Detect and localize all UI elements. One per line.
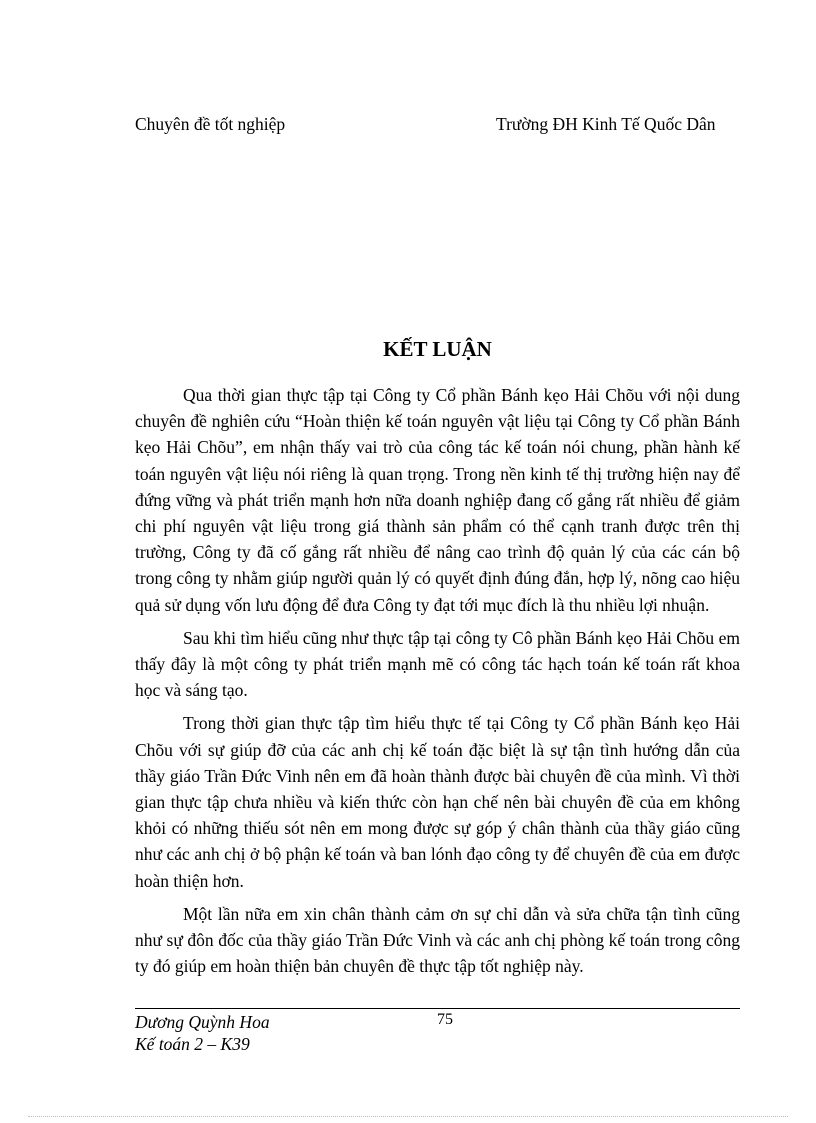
header-right: Trường ĐH Kinh Tế Quốc Dân — [496, 114, 716, 134]
page-number: 75 — [437, 1011, 453, 1028]
paragraph: Trong thời gian thực tập tìm hiểu thực tế tại Công ty Cổ phần Bánh kẹo Hải Chõu với sự giúp đỡ của các anh chị kế toán đặc biệt là sự tận tình hướng dẫn của thầy giáo Trần Đức Vinh nên em đã hoàn thành được bài chuyên đề của mình. Vì thời gian thực tập chưa nhiều và kiến thức còn hạn chế nên bài chuyên đề của em không khỏi có những thiếu sót nên em mong được sự góp ý chân thành của thầy giáo cũng như các anh chị ở bộ phận kế toán và ban lónh đạo công ty để chuyên đề của em được hoàn thiện hơn. — [135, 713, 740, 891]
paragraph: Sau khi tìm hiểu cũng như thực tập tại công ty Cô phần Bánh kẹo Hải Chõu em thấy đây là một công ty phát triển mạnh mẽ có công tác hạch toán kế toán rất khoa học và sáng tạo. — [135, 627, 740, 701]
footer-divider — [135, 1008, 740, 1009]
page-title: KẾT LUẬN — [383, 337, 492, 361]
header-left: Chuyên đề tốt nghiệp — [135, 114, 286, 134]
footer-class: Kế toán 2 – K39 — [135, 1034, 250, 1054]
footer-author: Dương Quỳnh Hoa — [135, 1012, 270, 1032]
body-text — [135, 382, 740, 986]
paragraph: Một lần nữa em xin chân thành cảm ơn sự chỉ dẫn và sửa chữa tận tình cũng như sự đôn đốc của thầy giáo Trần Đức Vinh và các anh chị phòng kế toán trong công ty đó giúp em hoàn thiện bản chuyên đề thực tập tốt nghiệp này. — [135, 903, 740, 977]
paragraph: Qua thời gian thực tập tại Công ty Cổ phần Bánh kẹo Hải Chõu với nội dung chuyên đề nghiên cứu “Hoàn thiện kế toán nguyên vật liệu tại Công ty Cổ phần Bánh kẹo Hải Chõu”, em nhận thấy vai trò của công tác kế toán nói chung, phần hành kế toán nguyên vật liệu nói riêng là quan trọng. Trong nền kinh tế thị trường hiện nay để đứng vững và phát triển mạnh hơn nữa doanh nghiệp đang cố gắng rất nhiều để giảm chi phí nguyên vật liệu trong giá thành sản phẩm có thể cạnh tranh được trên thị trường, Công ty đã cố gắng rất nhiều để nâng cao trình độ quản lý của các cán bộ trong công ty nhằm giúp người quản lý có quyết định đúng đắn, hợp lý, nõng cao hiệu quả sử dụng vốn lưu động để đưa Công ty đạt tới mục đích là thu nhiều lợi nhuận. — [135, 385, 740, 615]
page-bottom-border — [28, 1116, 788, 1117]
